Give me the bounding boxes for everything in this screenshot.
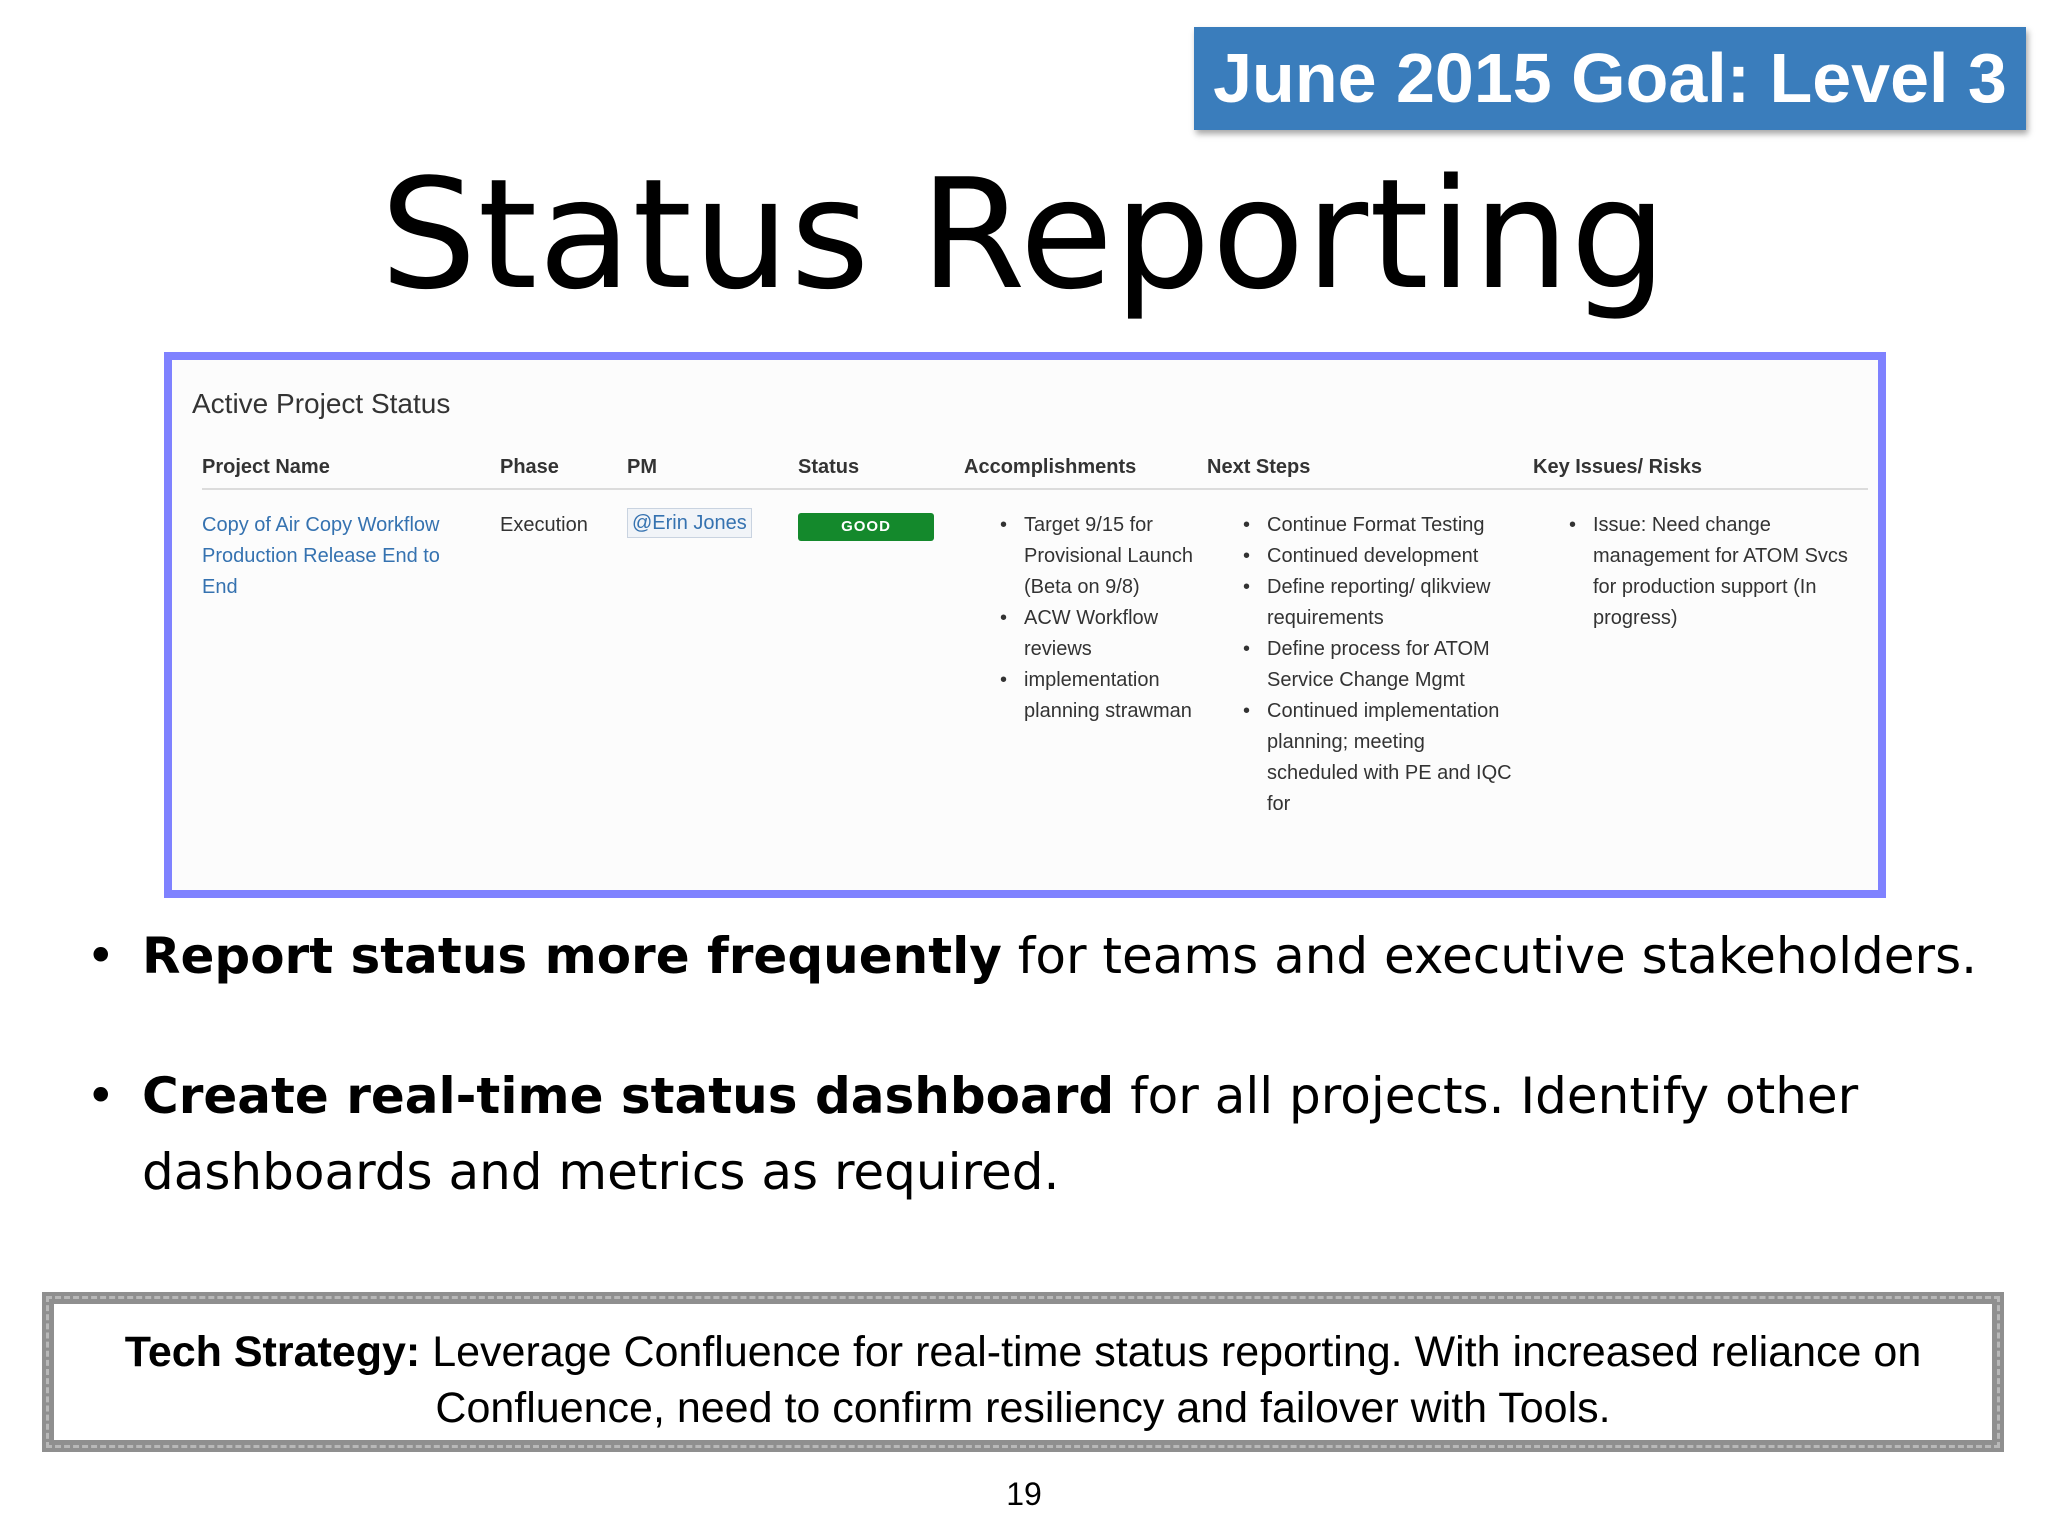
key-issues-list: [1565, 510, 1865, 634]
list-item: • Continue Format Testing: [1239, 510, 1519, 541]
header-key-issues: Key Issues/ Risks: [1533, 456, 1702, 478]
next-steps-list: [1239, 510, 1519, 820]
pm-mention[interactable]: @Erin Jones: [627, 508, 752, 538]
bullet-bold: Report status more frequently: [142, 927, 1002, 985]
slide-title: Status Reporting: [380, 146, 1668, 323]
header-divider: [202, 488, 1868, 490]
list-item: • Issue: Need change management for ATOM Svcs for production support (In progress): [1565, 510, 1865, 634]
bullet-text: for teams and executive stakeholders.: [1001, 927, 1978, 985]
list-item: • ACW Workflow reviews: [996, 603, 1196, 665]
status-badge: GOOD: [798, 513, 934, 541]
list-item: • implementation planning strawman: [996, 665, 1196, 727]
list-item: • Define reporting/ qlikview requirements: [1239, 572, 1519, 634]
phase-value: Execution: [500, 514, 588, 536]
header-pm: PM: [627, 456, 657, 478]
bullet-dot: •: [86, 927, 116, 985]
header-next-steps: Next Steps: [1207, 456, 1311, 478]
header-accomplishments: Accomplishments: [964, 456, 1137, 478]
tech-strategy-text: [74, 1324, 1972, 1436]
accomplishments-list: [996, 510, 1196, 727]
tech-strategy-label: Tech Strategy:: [124, 1328, 421, 1376]
header-status: Status: [798, 456, 860, 478]
header-phase: Phase: [500, 456, 559, 478]
tech-strategy-box: [42, 1292, 2004, 1452]
goal-banner: June 2015 Goal: Level 3: [1194, 27, 2026, 130]
bullet-list: [80, 918, 1980, 1274]
bullet-text: for all projects. Identify other dashboards and metrics as required.: [142, 1067, 1859, 1201]
list-item: • Target 9/15 for Provisional Launch (Beta on 9/8): [996, 510, 1196, 603]
bullet-dot: •: [86, 1067, 116, 1125]
tech-strategy-body: Leverage Confluence for real-time status reporting. With increased reliance on Confluence, need to confirm resiliency and failover with Tools.: [420, 1328, 1922, 1432]
list-item: • Continued development: [1239, 541, 1519, 572]
list-item: • Continued implementation planning; meeting scheduled with PE and IQC for: [1239, 696, 1519, 820]
panel-title: Active Project Status: [192, 388, 451, 419]
bullet-dashboard: [80, 1058, 1980, 1210]
page-number: 19: [1006, 1476, 1042, 1512]
status-table-screenshot: [164, 352, 1886, 898]
header-project-name: Project Name: [202, 456, 330, 478]
bullet-bold: Create real-time status dashboard: [142, 1067, 1115, 1125]
project-name-link[interactable]: Copy of Air Copy Workflow Production Release End to End: [202, 514, 440, 598]
bullet-report-status: [80, 918, 1980, 994]
list-item: • Define process for ATOM Service Change Mgmt: [1239, 634, 1519, 696]
